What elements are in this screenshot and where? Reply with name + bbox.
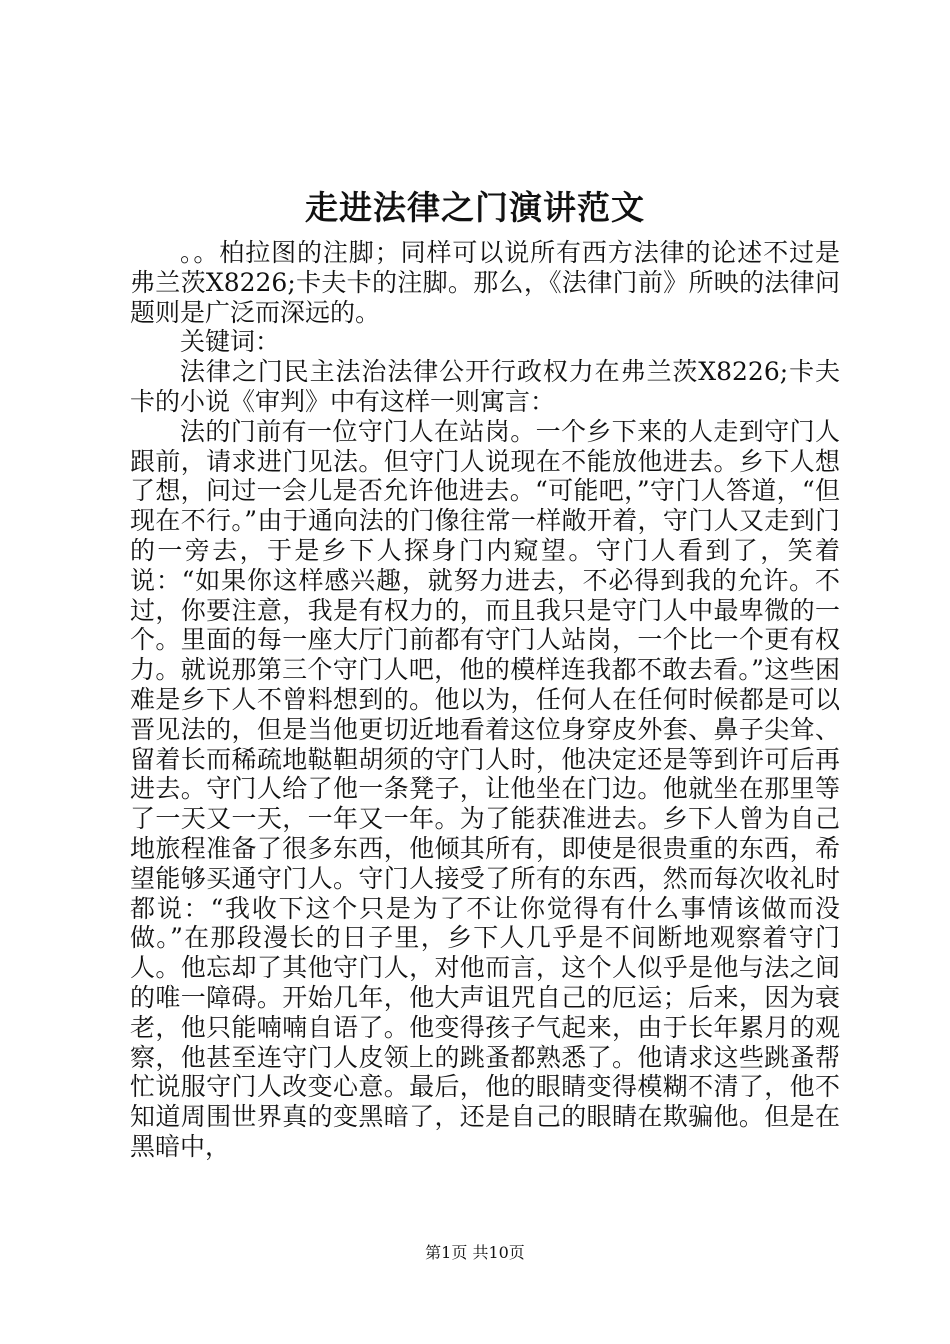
- page-number-footer: 第1页 共10页: [425, 1243, 525, 1262]
- paragraph-keywords-label: 关键词：: [180, 327, 281, 357]
- document-body: [130, 238, 840, 1162]
- document-title: 走进法律之门演讲范文: [305, 188, 645, 227]
- paragraph-intro: 。。柏拉图的注脚；同样可以说所有西方法律的论述不过是弗兰茨X8226;卡夫卡的注脚。那么，《法律门前》所映的法律问题则是广泛而深远的。: [130, 238, 840, 327]
- paragraph-parable: 法的门前有一位守门人在站岗。一个乡下来的人走到守门人跟前，请求进门见法。但守门人说现在不能放他进去。乡下人想了想，问过一会儿是否允许他进去。“可能吧，”守门人答道，“但现在不行。”由于通向法的门像往常一样敞开着，守门人又走到门的一旁去，于是乡下人探身门内窥望。守门人看到了，笑着说：“如果你这样感兴趣，就努力进去，不必得到我的允许。不过，你要注意，我是有权力的，而且我只是守门人中最卑微的一个。里面的每一座大厅门前都有守门人站岗，一个比一个更有权力。就说那第三个守门人吧，他的模样连我都不敢去看。”这些困难是乡下人不曾料想到的。他以为，任何人在任何时候都是可以晋见法的，但是当他更切近地看着这位身穿皮外套、鼻子尖耸、留着长而稀疏地鞑靼胡须的守门人时，他决定还是等到许可后再进去。守门人给了他一条凳子，让他坐在门边。他就坐在那里等了一天又一天，一年又一年。为了能获准进去。乡下人曾为自己地旅程准备了很多东西，他倾其所有，即使是很贵重的东西，希望能够买通守门人。守门人接受了所有的东西，然而每次收礼时都说：“我收下这个只是为了不让你觉得有什么事情该做而没做。”在那段漫长的日子里，乡下人几乎是不间断地观察着守门人。他忘却了其他守门人，对他而言，这个人似乎是他与法之间的唯一障碍。开始几年，他大声诅咒自己的厄运；后来，因为衰老，他只能喃喃自语了。他变得孩子气起来，由于长年累月的观察，他甚至连守门人皮领上的跳蚤都熟悉了。他请求这些跳蚤帮忙说服守门人改变心意。最后，他的眼睛变得模糊不清了，他不知道周围世界真的变黑暗了，还是自己的眼睛在欺骗他。但是在黑暗中，: [130, 416, 840, 1161]
- paragraph-keywords: 法律之门民主法治法律公开行政权力在弗兰茨X8226;卡夫卡的小说《审判》中有这样一则寓言：: [130, 357, 840, 416]
